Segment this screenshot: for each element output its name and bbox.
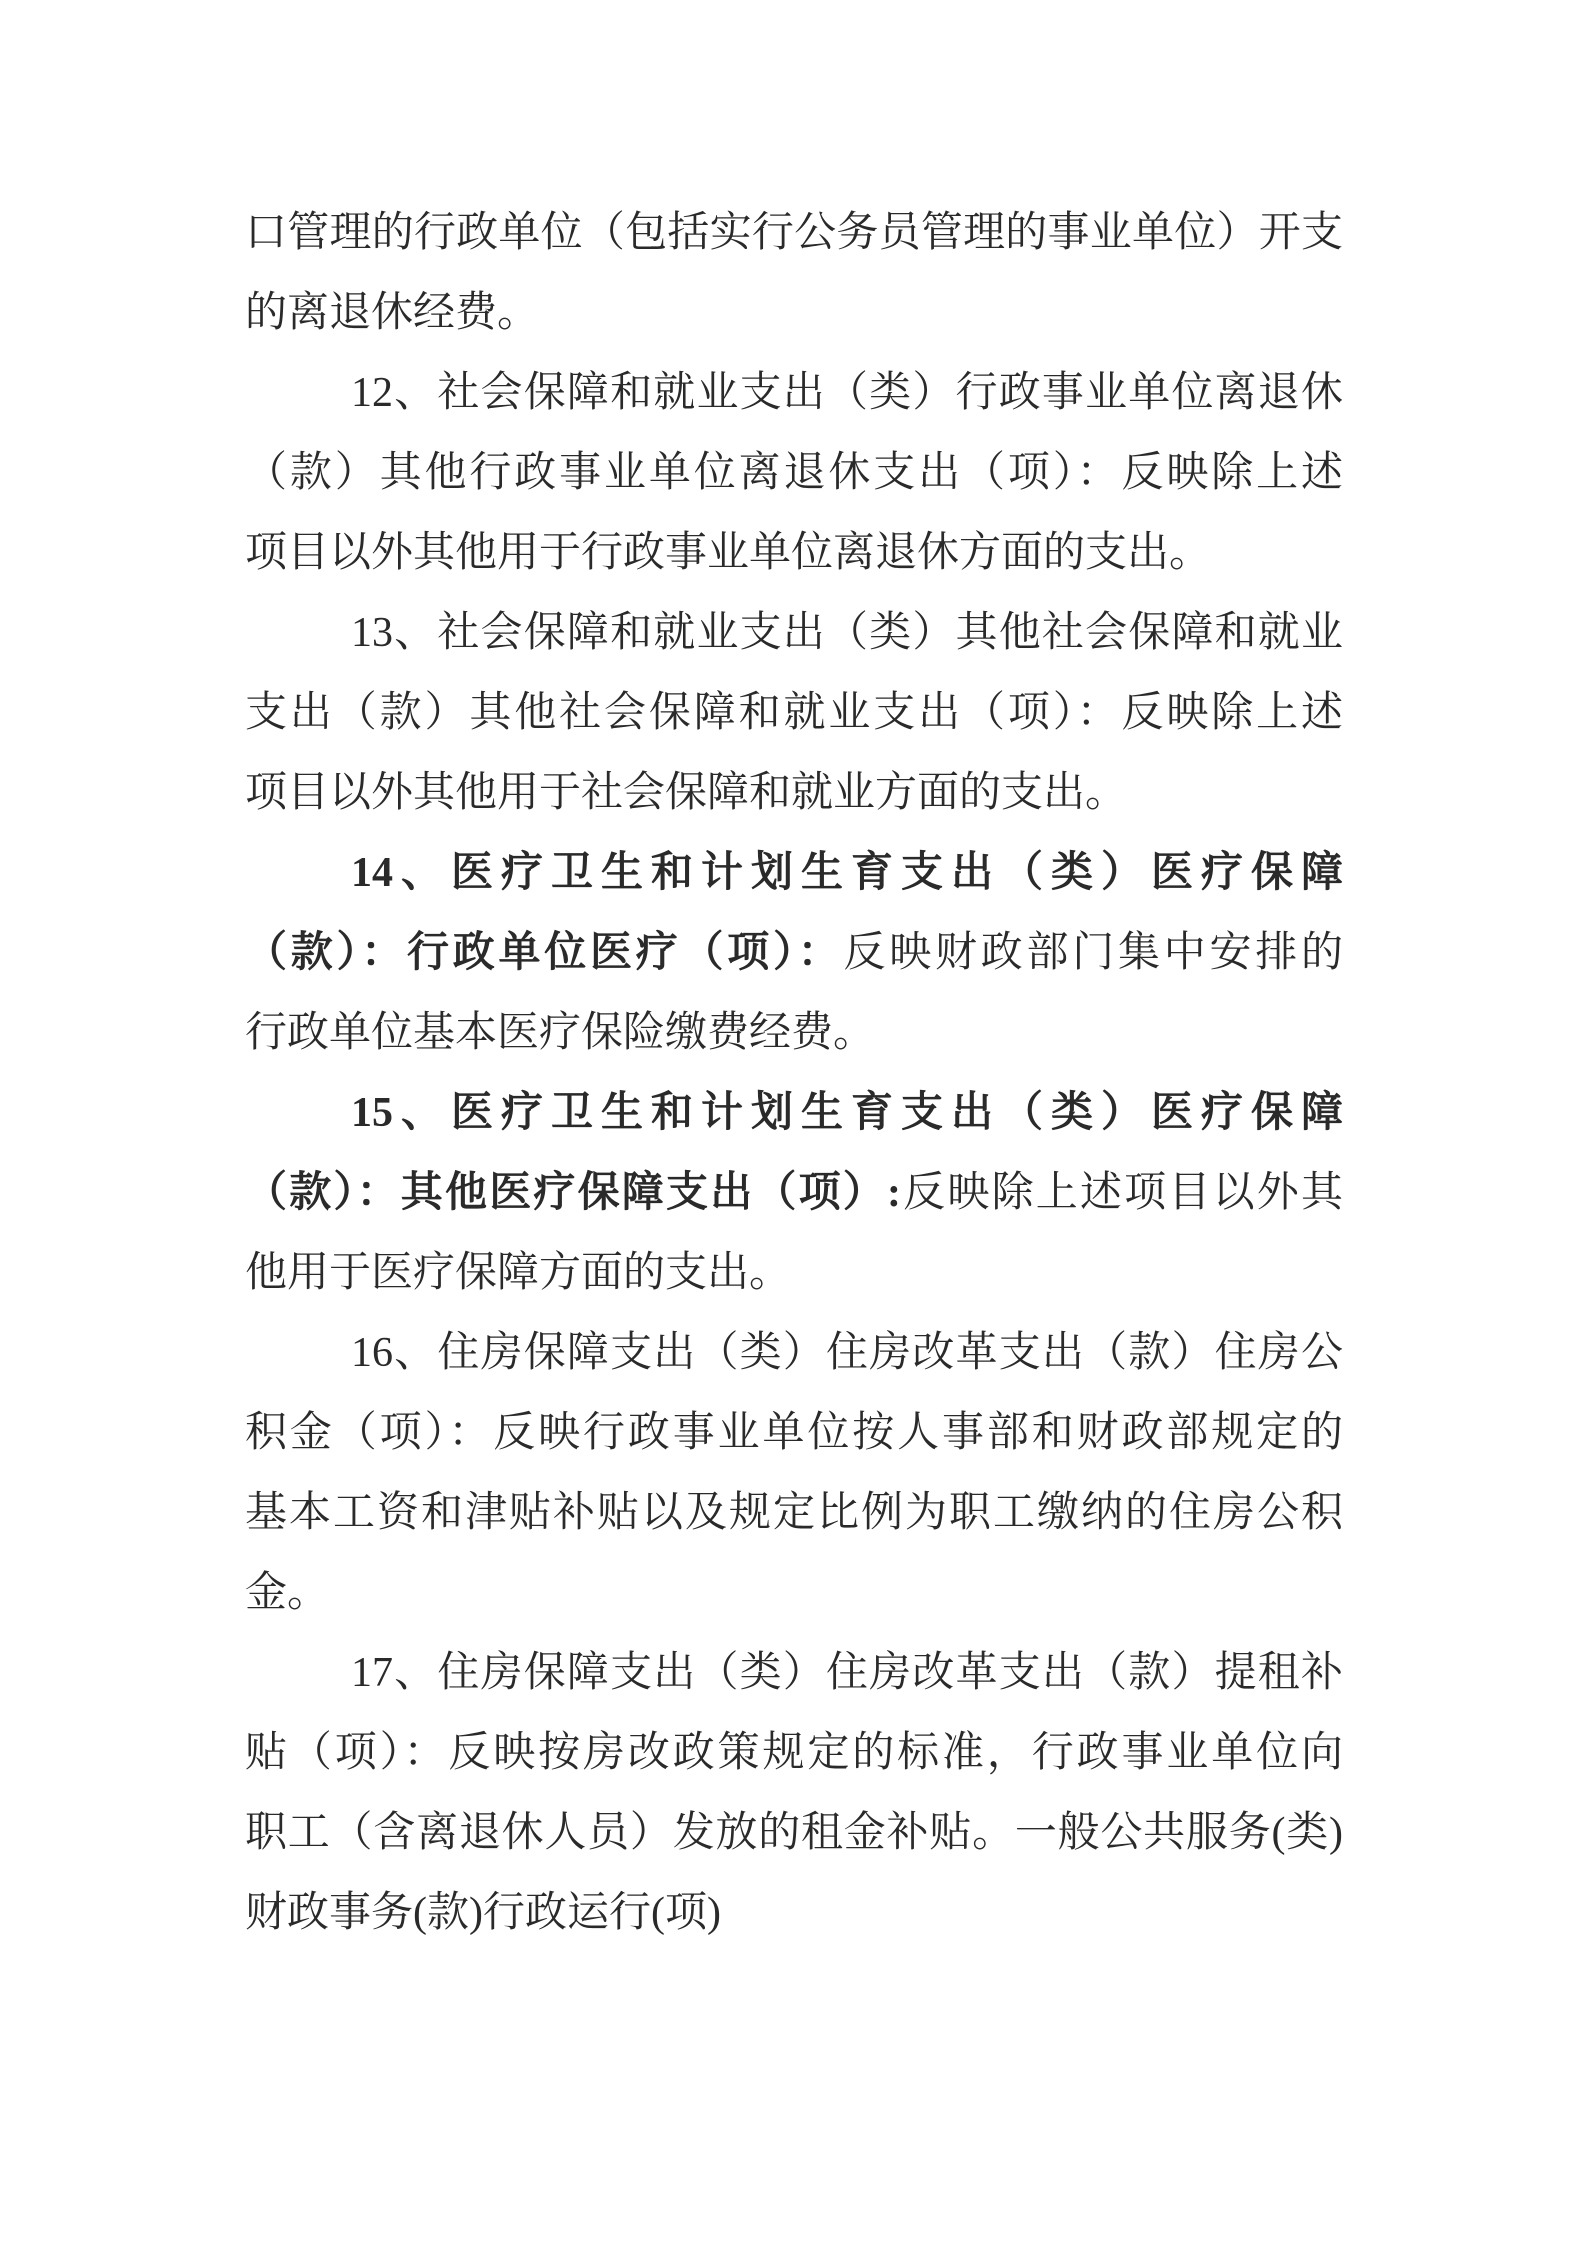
text-segment: 支出（款）其他社会保障和就业支出（项）：反映除上述 bbox=[245, 690, 1343, 736]
text-line bbox=[245, 1313, 1343, 1393]
text-line bbox=[245, 1713, 1343, 1793]
text-segment: 金。 bbox=[245, 1570, 330, 1616]
text-segment: 口管理的行政单位（包括实行公务员管理的事业单位）开支 bbox=[245, 210, 1343, 256]
text-segment: 项目以外其他用于行政事业单位离退休方面的支出。 bbox=[245, 530, 1212, 576]
bold-text-segment: 15、医疗卫生和计划生育支出（类）医疗保障 bbox=[351, 1090, 1343, 1136]
text-line bbox=[245, 1633, 1343, 1713]
text-line bbox=[245, 913, 1343, 993]
text-line bbox=[245, 1393, 1343, 1473]
text-line bbox=[245, 1153, 1343, 1233]
text-segment: 积金（项）：反映行政事业单位按人事部和财政部规定的 bbox=[245, 1410, 1343, 1456]
text-segment: 反映除上述项目以外其 bbox=[900, 1170, 1343, 1216]
bold-text-segment: （款）：行政单位医疗（项）： bbox=[245, 930, 844, 976]
text-segment: 13、社会保障和就业支出（类）其他社会保障和就业 bbox=[351, 610, 1343, 656]
text-line bbox=[245, 513, 1343, 593]
bold-text-segment: 14、医疗卫生和计划生育支出（类）医疗保障 bbox=[351, 850, 1343, 896]
text-line bbox=[245, 1873, 1343, 1953]
text-line bbox=[245, 1473, 1343, 1553]
text-segment: 贴（项）：反映按房改政策规定的标准，行政事业单位向 bbox=[245, 1730, 1343, 1776]
text-segment: 项目以外其他用于社会保障和就业方面的支出。 bbox=[245, 770, 1128, 816]
document-body bbox=[245, 193, 1343, 1953]
text-segment: 反映财政部门集中安排的 bbox=[843, 930, 1343, 976]
text-segment: 行政单位基本医疗保险缴费经费。 bbox=[245, 1010, 876, 1056]
text-segment: 16、住房保障支出（类）住房改革支出（款）住房公 bbox=[351, 1330, 1343, 1376]
text-line bbox=[245, 273, 1343, 353]
text-segment: 他用于医疗保障方面的支出。 bbox=[245, 1250, 792, 1296]
text-line bbox=[245, 673, 1343, 753]
text-segment: （款）其他行政事业单位离退休支出（项）：反映除上述 bbox=[245, 450, 1343, 496]
text-segment: 职工（含离退休人员）发放的租金补贴。一般公共服务(类) bbox=[245, 1810, 1343, 1856]
text-line bbox=[245, 753, 1343, 833]
text-line bbox=[245, 1553, 1343, 1633]
text-line bbox=[245, 353, 1343, 433]
text-segment: 财政事务(款)行政运行(项) bbox=[245, 1890, 721, 1936]
text-line bbox=[245, 193, 1343, 273]
text-segment: 12、社会保障和就业支出（类）行政事业单位离退休 bbox=[351, 370, 1343, 416]
text-line bbox=[245, 593, 1343, 673]
text-line bbox=[245, 1073, 1343, 1153]
text-line bbox=[245, 1233, 1343, 1313]
text-line bbox=[245, 993, 1343, 1073]
bold-text-segment: （款）：其他医疗保障支出（项）: bbox=[245, 1170, 901, 1216]
text-line bbox=[245, 833, 1343, 913]
text-line bbox=[245, 433, 1343, 513]
text-line bbox=[245, 1793, 1343, 1873]
text-segment: 基本工资和津贴补贴以及规定比例为职工缴纳的住房公积 bbox=[245, 1490, 1343, 1536]
text-segment: 的离退休经费。 bbox=[245, 290, 540, 336]
text-segment: 17、住房保障支出（类）住房改革支出（款）提租补 bbox=[351, 1650, 1343, 1696]
